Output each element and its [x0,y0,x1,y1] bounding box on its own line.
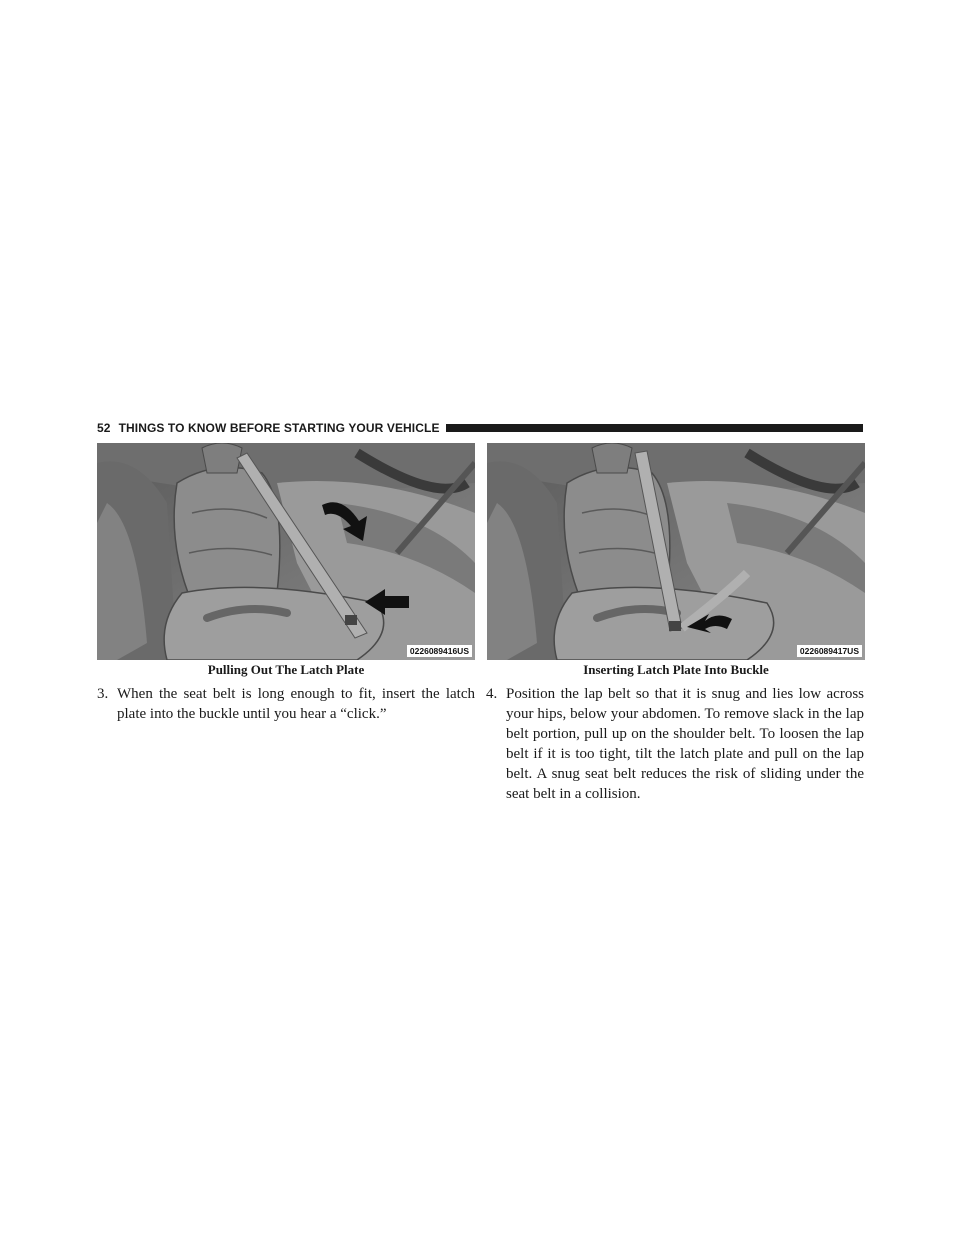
header-rule [446,424,863,432]
figure-code: 0226089417US [797,645,862,657]
instruction-step-3 [97,684,475,724]
car-seat-illustration [487,443,865,660]
figure-caption: Inserting Latch Plate Into Buckle [583,662,769,677]
instruction-step-4 [486,684,864,804]
figure-code: 0226089416US [407,645,472,657]
step-text: Position the lap belt so that it is snug and lies low across your hips, below your abdomen. To remove slack in the lap belt portion, pull up on the shoulder belt. To loosen the lap belt if it is too tight, tilt the latch plate and pull on the lap belt. A snug seat belt reduces the risk of sliding under the seat belt in a collision. [506,686,864,802]
step-text: When the seat belt is long enough to fit, insert the latch plate into the buckle until you hear a “click.” [117,686,475,722]
figure-caption: Pulling Out The Latch Plate [207,662,365,677]
header-text [97,421,440,435]
figure-inserting-latch-plate [487,443,865,660]
section-title: THINGS TO KNOW BEFORE STARTING YOUR VEHICLE [118,421,440,435]
page-number: 52 [97,421,111,435]
car-seat-illustration [97,443,475,660]
step-number: 3. [97,686,109,702]
page-header [97,418,863,438]
step-number: 4. [486,686,498,702]
figure-pulling-latch-plate [97,443,475,660]
